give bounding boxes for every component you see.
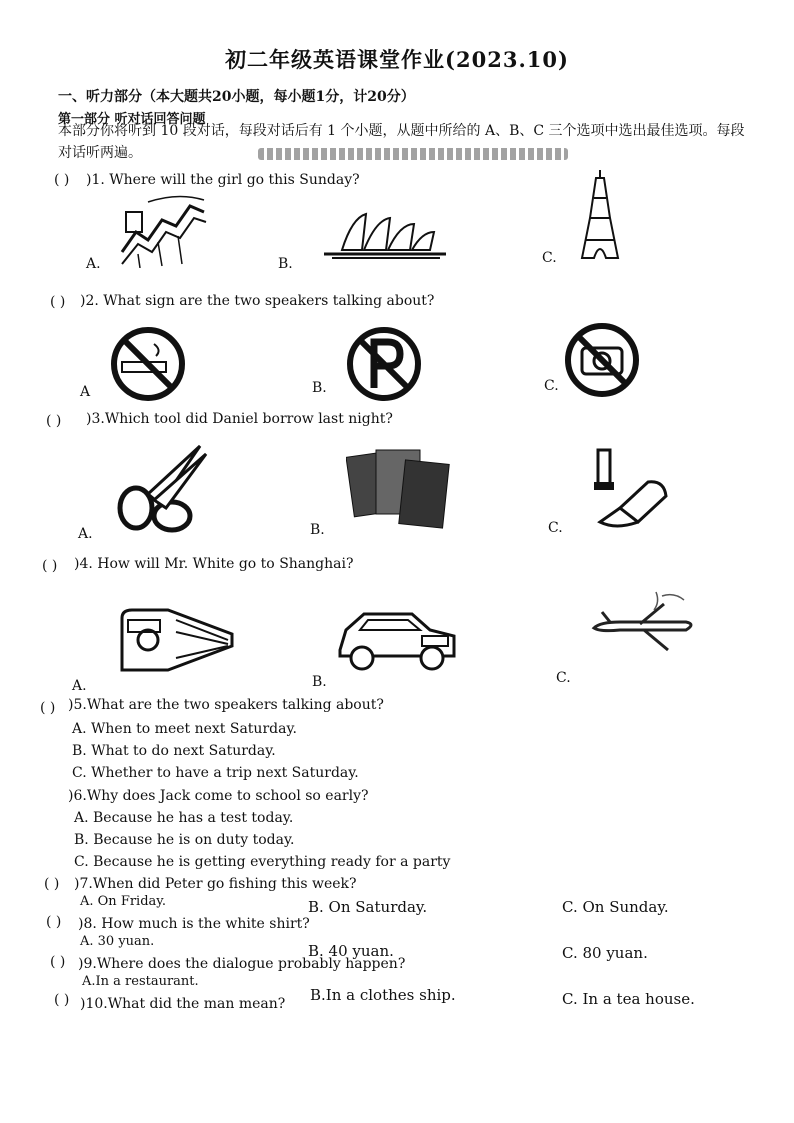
option-label-c: C. xyxy=(544,378,559,394)
question-8: )8. How much is the white shirt? xyxy=(78,916,310,932)
answer-blank[interactable]: ( ) xyxy=(50,954,66,970)
option-label-a: A. xyxy=(72,678,87,694)
option-label-a: A. xyxy=(78,526,93,542)
part-heading: 第一部分 听对话回答问题 xyxy=(58,112,206,127)
option-c[interactable]: C. In a tea house. xyxy=(562,990,695,1008)
question-6: )6.Why does Jack come to school so early? xyxy=(68,788,369,804)
question-3: )3.Which tool did Daniel borrow last night? xyxy=(86,411,393,427)
option-c[interactable]: C. On Sunday. xyxy=(562,898,669,916)
scissors-icon xyxy=(114,440,210,536)
page-title: 初二年级英语课堂作业(2023.10) xyxy=(225,47,569,72)
question-1: )1. Where will the girl go this Sunday? xyxy=(86,172,360,188)
instructions: 本部分你将听到 10 段对话，每段对话后有 1 个小题，从题中所给的 A、B、C 三个选项中选出最佳选项。每段对话听两遍。 xyxy=(58,123,745,161)
question-9: )9.Where does the dialogue probably happen? xyxy=(78,956,406,972)
option-b[interactable]: B. On Saturday. xyxy=(308,898,428,916)
no-smoking-sign-icon xyxy=(108,326,188,402)
option-a[interactable]: A. Because he has a test today. xyxy=(74,810,294,826)
scribble-mark xyxy=(258,148,568,160)
no-photos-sign-icon xyxy=(562,322,642,398)
option-c[interactable]: C. Whether to have a trip next Saturday. xyxy=(72,765,359,781)
option-label-c: C. xyxy=(556,670,571,686)
parking-sign-icon xyxy=(344,326,424,402)
train-icon xyxy=(118,604,236,676)
section-heading: 一、听力部分（本大题共20小题，每小题1分，计20分） xyxy=(58,89,415,105)
option-label-b: B. xyxy=(310,522,325,538)
eiffel-tower-icon xyxy=(580,168,620,260)
answer-blank[interactable]: ( ) xyxy=(54,172,70,188)
plane-icon xyxy=(590,584,700,656)
answer-blank[interactable]: ( ) xyxy=(54,992,70,1008)
option-b[interactable]: B. What to do next Saturday. xyxy=(72,743,276,759)
answer-blank[interactable]: ( ) xyxy=(44,876,60,892)
option-label-b: B. xyxy=(312,674,327,690)
option-a[interactable]: A.In a restaurant. xyxy=(82,974,199,989)
option-b[interactable]: B. 40 yuan. xyxy=(308,942,394,960)
question-2: )2. What sign are the two speakers talking about? xyxy=(80,293,435,309)
answer-blank[interactable]: ( ) xyxy=(42,558,58,574)
option-c[interactable]: C. 80 yuan. xyxy=(562,944,648,962)
question-5: )5.What are the two speakers talking about? xyxy=(68,697,384,713)
option-a[interactable]: A. 30 yuan. xyxy=(80,934,155,949)
paper-icon xyxy=(346,446,456,532)
option-label-a: A xyxy=(80,384,91,400)
answer-blank[interactable]: ( ) xyxy=(40,700,56,716)
option-a[interactable]: A. When to meet next Saturday. xyxy=(72,721,297,737)
option-label-c: C. xyxy=(548,520,563,536)
question-10: )10.What did the man mean? xyxy=(80,996,286,1012)
option-b[interactable]: B. Because he is on duty today. xyxy=(74,832,295,848)
option-c[interactable]: C. Because he is getting everything ready for a party xyxy=(74,854,451,870)
car-icon xyxy=(334,606,460,674)
question-4: )4. How will Mr. White go to Shanghai? xyxy=(74,556,354,572)
question-7: )7.When did Peter go fishing this week? xyxy=(74,876,357,892)
option-label-c: C. xyxy=(542,250,557,266)
answer-blank[interactable]: ( ) xyxy=(46,914,62,930)
option-label-b: B. xyxy=(312,380,327,396)
answer-blank[interactable]: ( ) xyxy=(46,413,62,429)
sydney-opera-house-icon xyxy=(322,210,450,260)
option-a[interactable]: A. On Friday. xyxy=(80,894,167,909)
option-label-b: B. xyxy=(278,256,293,272)
glue-icon xyxy=(586,446,672,532)
answer-blank[interactable]: ( ) xyxy=(50,294,66,310)
great-wall-icon xyxy=(118,192,208,268)
option-label-a: A. xyxy=(86,256,101,272)
option-b[interactable]: B.In a clothes ship. xyxy=(310,986,456,1004)
